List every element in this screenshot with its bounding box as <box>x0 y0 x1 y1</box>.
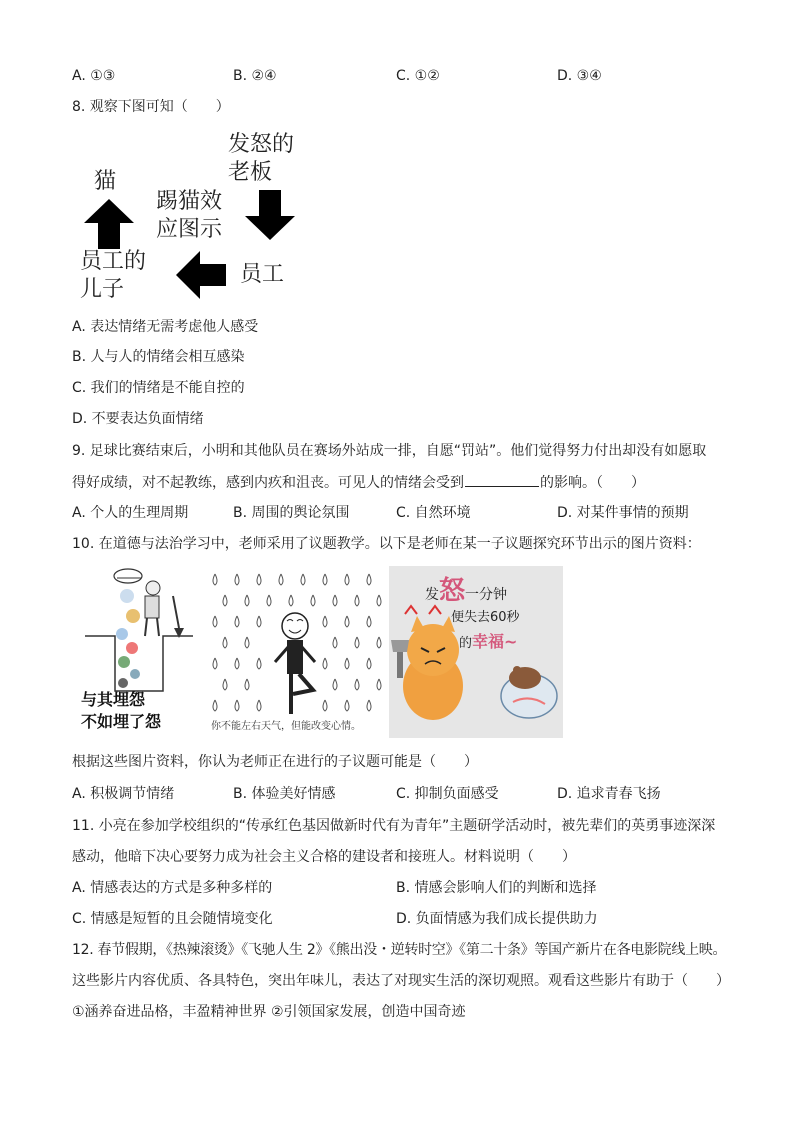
q10-option-a: A. 积极调节情绪 <box>72 786 175 802</box>
q9-option-c: C. 自然环境 <box>396 505 471 521</box>
q7-option-a: A. ①③ <box>72 68 116 84</box>
q11-line1: 11. 小亮在参加学校组织的“传承红色基因做新时代有为青年”主题研学活动时，被先辈们的英勇事迹深深 <box>72 818 716 834</box>
diagram-center-line2: 应图示 <box>156 217 223 242</box>
q7-option-b: B. ②④ <box>233 68 277 84</box>
diagram-employee: 员工 <box>240 262 285 287</box>
img3-text-de: 的 <box>459 636 473 651</box>
q10-image-angry-cat <box>389 566 563 738</box>
q10-option-d: D. 追求青春飞扬 <box>557 786 661 802</box>
q8-stem: 8. 观察下图可知（ ） <box>72 99 230 115</box>
diagram-center-line1: 踢猫效 <box>156 189 223 214</box>
diagram-cat: 猫 <box>94 169 117 194</box>
q10-option-c: C. 抑制负面感受 <box>396 786 499 802</box>
arrow-left-icon <box>176 251 226 299</box>
diagram-boss-line1: 发怒的 <box>228 132 295 157</box>
q10-image-bury-complaints <box>75 566 202 738</box>
q10-image-rain-mood <box>205 566 387 738</box>
arrow-up-icon <box>84 199 134 249</box>
img2-caption: 你不能左右天气，但能改变心情。 <box>211 721 361 732</box>
q11-option-d: D. 负面情感为我们成长提供助力 <box>396 911 598 927</box>
meditating-person-icon <box>205 566 387 738</box>
q9-line2 <box>72 472 645 493</box>
q8-option-d: D. 不要表达负面情绪 <box>72 411 204 427</box>
img3-text-minute: 一分钟 <box>465 587 508 603</box>
arrow-down-icon <box>245 190 295 240</box>
q10-stem: 10. 在道德与法治学习中，老师采用了议题教学。以下是老师在某一子议题探究环节出示的图片资料： <box>72 536 701 552</box>
q9-line1: 9. 足球比赛结束后，小明和其他队员在赛场外站成一排，自愿“罚站”。他们觉得努力付出却没有如愿取 <box>72 443 707 459</box>
q9-line2-end: 的影响。（ ） <box>540 475 645 491</box>
img3-text-line2: 便失去60秒 <box>451 610 520 625</box>
diagram-son-line2: 儿子 <box>80 277 125 302</box>
q8-option-a: A. 表达情绪无需考虑他人感受 <box>72 319 259 335</box>
diagram-boss-line2: 老板 <box>228 160 273 185</box>
q8-option-c: C. 我们的情绪是不能自控的 <box>72 380 245 396</box>
img3-text-nu: 怒 <box>439 576 466 606</box>
q9-option-b: B. 周围的舆论氛围 <box>233 505 350 521</box>
img1-caption-line2: 不如埋了怨 <box>81 712 162 731</box>
q9-line2-start: 得好成绩，对不起教练，感到内疚和沮丧。可见人的情绪会受到 <box>72 475 464 491</box>
img3-text-happiness: 幸福~ <box>472 632 518 651</box>
q11-option-a: A. 情感表达的方式是多种多样的 <box>72 880 273 896</box>
q10-option-b: B. 体验美好情感 <box>233 786 336 802</box>
img1-caption-line1: 与其埋怨 <box>81 690 146 709</box>
q11-option-c: C. 情感是短暂的且会随情境变化 <box>72 911 273 927</box>
q11-option-b: B. 情感会影响人们的判断和选择 <box>396 880 597 896</box>
q7-option-c: C. ①② <box>396 68 440 84</box>
img3-text-fa: 发 <box>425 587 439 603</box>
diagram-son-line1: 员工的 <box>80 249 147 274</box>
q9-option-d: D. 对某件事情的预期 <box>557 505 689 521</box>
q12-line3: ①涵养奋进品格，丰盈精神世界 ②引领国家发展，创造中国奇迹 <box>72 1004 466 1020</box>
q9-blank <box>465 472 539 487</box>
q12-line1: 12. 春节假期，《热辣滚烫》《飞驰人生 2》《熊出没・逆转时空》《第二十条》等国产新片在各电影院线上映。 <box>72 942 727 958</box>
q12-line2: 这些影片内容优质、各具特色，突出年味儿，表达了对现实生活的深切观照。观看这些影片有助于（ ） <box>72 973 730 989</box>
q11-line2: 感动，他暗下决心要努力成为社会主义合格的建设者和接班人。材料说明（ ） <box>72 849 576 865</box>
angry-cat-fishbowl-icon <box>389 566 563 738</box>
q7-option-d: D. ③④ <box>557 68 602 84</box>
q9-option-a: A. 个人的生理周期 <box>72 505 189 521</box>
q8-option-b: B. 人与人的情绪会相互感染 <box>72 349 245 365</box>
q10-question: 根据这些图片资料，你认为老师正在进行的子议题可能是（ ） <box>72 754 478 770</box>
